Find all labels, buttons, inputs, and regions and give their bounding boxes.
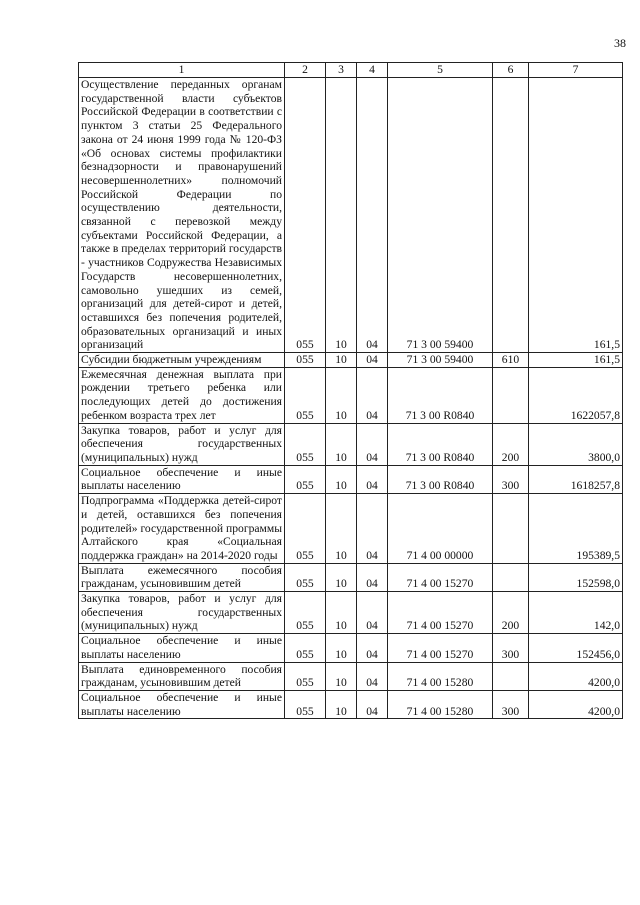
expense-type-code bbox=[493, 563, 529, 591]
table-row bbox=[79, 78, 623, 353]
subsection-code: 04 bbox=[357, 634, 388, 662]
amount: 161,5 bbox=[529, 78, 623, 353]
header-col-3: 3 bbox=[326, 63, 357, 78]
expense-type-code bbox=[493, 367, 529, 423]
subsection-code: 04 bbox=[357, 563, 388, 591]
expense-type-code bbox=[493, 662, 529, 690]
target-article-code: 71 4 00 15270 bbox=[388, 634, 493, 662]
header-col-1: 1 bbox=[79, 63, 285, 78]
ministry-code: 055 bbox=[285, 423, 326, 465]
header-row bbox=[79, 63, 623, 78]
header-col-2: 2 bbox=[285, 63, 326, 78]
target-article-code: 71 3 00 R0840 bbox=[388, 423, 493, 465]
ministry-code: 055 bbox=[285, 563, 326, 591]
amount: 152456,0 bbox=[529, 634, 623, 662]
ministry-code: 055 bbox=[285, 465, 326, 493]
expense-type-code: 300 bbox=[493, 634, 529, 662]
section-code: 10 bbox=[326, 78, 357, 353]
header-col-5: 5 bbox=[388, 63, 493, 78]
target-article-code: 71 4 00 00000 bbox=[388, 494, 493, 564]
table-row bbox=[79, 494, 623, 564]
amount: 152598,0 bbox=[529, 563, 623, 591]
target-article-code: 71 4 00 15280 bbox=[388, 662, 493, 690]
section-code: 10 bbox=[326, 690, 357, 718]
subsection-code: 04 bbox=[357, 465, 388, 493]
subsection-code: 04 bbox=[357, 690, 388, 718]
expense-type-code: 200 bbox=[493, 592, 529, 634]
row-description: Выплата единовременного пособия гражданам, усыновившим детей bbox=[79, 662, 285, 690]
row-description: Субсидии бюджетным учреждениям bbox=[79, 353, 285, 368]
subsection-code: 04 bbox=[357, 662, 388, 690]
ministry-code: 055 bbox=[285, 690, 326, 718]
section-code: 10 bbox=[326, 494, 357, 564]
row-description: Социальное обеспечение и иные выплаты населению bbox=[79, 690, 285, 718]
budget-table bbox=[78, 62, 623, 719]
table-row bbox=[79, 353, 623, 368]
ministry-code: 055 bbox=[285, 634, 326, 662]
amount: 4200,0 bbox=[529, 690, 623, 718]
amount: 195389,5 bbox=[529, 494, 623, 564]
table-row bbox=[79, 367, 623, 423]
ministry-code: 055 bbox=[285, 78, 326, 353]
row-description: Выплата ежемесячного пособия гражданам, усыновившим детей bbox=[79, 563, 285, 591]
ministry-code: 055 bbox=[285, 662, 326, 690]
section-code: 10 bbox=[326, 662, 357, 690]
subsection-code: 04 bbox=[357, 494, 388, 564]
header-col-4: 4 bbox=[357, 63, 388, 78]
expense-type-code bbox=[493, 494, 529, 564]
target-article-code: 71 3 00 59400 bbox=[388, 353, 493, 368]
expense-type-code: 610 bbox=[493, 353, 529, 368]
subsection-code: 04 bbox=[357, 367, 388, 423]
row-description: Закупка товаров, работ и услуг для обеспечения государственных (муниципальных) нужд bbox=[79, 592, 285, 634]
expense-type-code bbox=[493, 78, 529, 353]
section-code: 10 bbox=[326, 367, 357, 423]
subsection-code: 04 bbox=[357, 423, 388, 465]
table-row bbox=[79, 690, 623, 718]
target-article-code: 71 4 00 15270 bbox=[388, 563, 493, 591]
subsection-code: 04 bbox=[357, 78, 388, 353]
ministry-code: 055 bbox=[285, 353, 326, 368]
ministry-code: 055 bbox=[285, 494, 326, 564]
table-row bbox=[79, 592, 623, 634]
table-row bbox=[79, 563, 623, 591]
target-article-code: 71 3 00 59400 bbox=[388, 78, 493, 353]
section-code: 10 bbox=[326, 353, 357, 368]
row-description: Ежемесячная денежная выплата при рождении третьего ребенка или последующих детей до достижения ребенком возраста трех лет bbox=[79, 367, 285, 423]
expense-type-code: 300 bbox=[493, 690, 529, 718]
row-description: Закупка товаров, работ и услуг для обеспечения государственных (муниципальных) нужд bbox=[79, 423, 285, 465]
section-code: 10 bbox=[326, 563, 357, 591]
section-code: 10 bbox=[326, 592, 357, 634]
amount: 142,0 bbox=[529, 592, 623, 634]
amount: 1618257,8 bbox=[529, 465, 623, 493]
ministry-code: 055 bbox=[285, 592, 326, 634]
target-article-code: 71 3 00 R0840 bbox=[388, 465, 493, 493]
subsection-code: 04 bbox=[357, 592, 388, 634]
table-row bbox=[79, 634, 623, 662]
ministry-code: 055 bbox=[285, 367, 326, 423]
target-article-code: 71 4 00 15270 bbox=[388, 592, 493, 634]
target-article-code: 71 3 00 R0840 bbox=[388, 367, 493, 423]
table-row bbox=[79, 465, 623, 493]
amount: 161,5 bbox=[529, 353, 623, 368]
amount: 1622057,8 bbox=[529, 367, 623, 423]
header-col-6: 6 bbox=[493, 63, 529, 78]
row-description: Социальное обеспечение и иные выплаты населению bbox=[79, 634, 285, 662]
row-description: Подпрограмма «Поддержка детей-сирот и детей, оставшихся без попечения родителей» государственной программы Алтайского края «Социальная поддержка граждан» на 2014-2020 годы bbox=[79, 494, 285, 564]
section-code: 10 bbox=[326, 634, 357, 662]
page-number: 38 bbox=[614, 36, 626, 50]
amount: 4200,0 bbox=[529, 662, 623, 690]
expense-type-code: 300 bbox=[493, 465, 529, 493]
row-description: Социальное обеспечение и иные выплаты населению bbox=[79, 465, 285, 493]
section-code: 10 bbox=[326, 423, 357, 465]
expense-type-code: 200 bbox=[493, 423, 529, 465]
row-description: Осуществление переданных органам государственной власти субъектов Российской Федерации в соответствии с пунктом 3 статьи 25 Федерального закона от 24 июня 1999 года № 120-ФЗ «Об основах системы профилактики безнадзорности и правонарушений несовершеннолетних» полномочий Российской Федерации по осуществлению деятельности, связанной с перевозкой между субъектами Российской Федерации, а также в пределах территорий государств - участников Содружества Независимых Государств несовершеннолетних, самовольно ушедших из семей, организаций для детей-сирот и детей, оставшихся без попечения родителей, образовательных организаций и иных организаций bbox=[79, 78, 285, 353]
section-code: 10 bbox=[326, 465, 357, 493]
subsection-code: 04 bbox=[357, 353, 388, 368]
amount: 3800,0 bbox=[529, 423, 623, 465]
header-col-7: 7 bbox=[529, 63, 623, 78]
table-row bbox=[79, 423, 623, 465]
table-row bbox=[79, 662, 623, 690]
target-article-code: 71 4 00 15280 bbox=[388, 690, 493, 718]
